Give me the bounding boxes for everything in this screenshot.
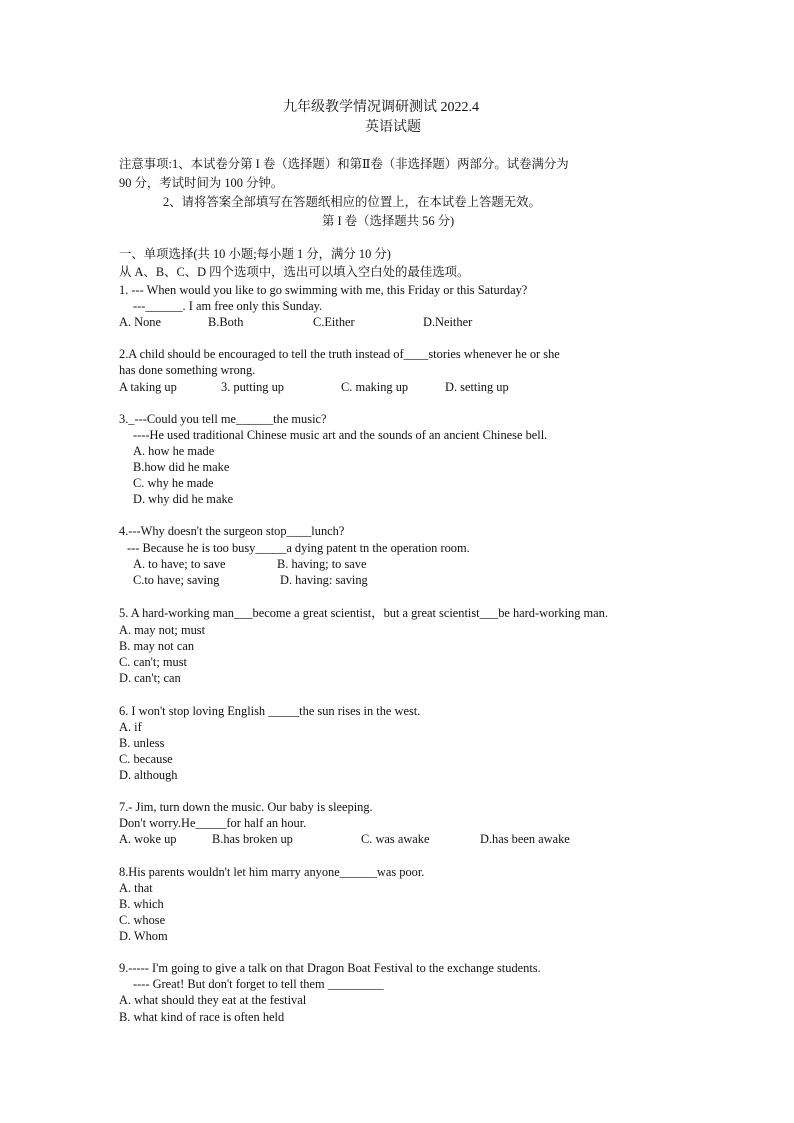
exam-subject: 英语试题	[365, 120, 421, 135]
question-4-stem: 4.---Why doesn't the surgeon stop____lunch?	[119, 524, 345, 538]
question-3-option-a[interactable]: A. how he made	[133, 444, 215, 458]
question-8-option-c[interactable]: C. whose	[119, 913, 166, 927]
option-b[interactable]: B.Both	[208, 315, 244, 329]
question-7-stem: 7.- Jim, turn down the music. Our baby is sleeping.	[119, 800, 373, 814]
question-6-option-b[interactable]: B. unless	[119, 736, 165, 750]
question-6-option-d[interactable]: D. although	[119, 768, 178, 782]
question-1-stem: 1. --- When would you like to go swimming with me, this Friday or this Saturday?	[119, 283, 528, 297]
question-9-option-a[interactable]: A. what should they eat at the festival	[119, 993, 307, 1007]
option-a[interactable]: A. None	[119, 315, 161, 329]
question-7-stem-2: Don't worry.He_____for half an hour.	[119, 816, 307, 830]
option-d[interactable]: D.Neither	[423, 315, 473, 329]
question-5-stem: 5. A hard-working man___become a great scientist，but a great scientist___be hard-working man.	[119, 606, 608, 620]
question-9-option-b[interactable]: B. what kind of race is often held	[119, 1010, 285, 1024]
question-8-option-a[interactable]: A. that	[119, 881, 153, 895]
question-3-stem-2: ----He used traditional Chinese music art and the sounds of an ancient Chinese bell.	[133, 428, 548, 442]
option-c[interactable]: C. was awake	[361, 832, 430, 846]
notes-line-2: 90 分，考试时间为 100 分钟。	[119, 176, 284, 190]
question-5-option-b[interactable]: B. may not can	[119, 639, 195, 653]
question-8-option-d[interactable]: D. Whom	[119, 929, 168, 943]
question-2-stem-2: has done something wrong.	[119, 363, 256, 377]
notes-line-1: 注意事项:1、本试卷分第 I 卷（选择题）和第Ⅱ卷（非选择题）两部分。试卷满分为	[119, 157, 569, 171]
question-3-stem: 3._---Could you tell me______the music?	[119, 412, 327, 426]
option-a[interactable]: A. to have; to save	[133, 557, 226, 571]
question-2-stem: 2.A child should be encouraged to tell the truth instead of____stories whenever he or she	[119, 347, 560, 361]
question-6-option-a[interactable]: A. if	[119, 720, 142, 734]
question-3-option-b[interactable]: B.how did he make	[133, 460, 230, 474]
question-6-stem: 6. I won't stop loving English _____the sun rises in the west.	[119, 704, 421, 718]
option-d[interactable]: D. setting up	[445, 380, 509, 394]
question-3-option-d[interactable]: D. why did he make	[133, 492, 234, 506]
exam-title: 九年级教学情况调研测试 2022.4	[283, 100, 479, 115]
question-9-stem-2: ---- Great! But don't forget to tell them _________	[133, 977, 384, 991]
option-c[interactable]: C.Either	[313, 315, 355, 329]
question-5-option-d[interactable]: D. can't; can	[119, 671, 181, 685]
question-3-option-c[interactable]: C. why he made	[133, 476, 214, 490]
option-c[interactable]: C.to have; saving	[133, 573, 220, 587]
option-b[interactable]: B.has broken up	[212, 832, 293, 846]
question-9-stem: 9.----- I'm going to give a talk on that Dragon Boat Festival to the exchange students.	[119, 961, 541, 975]
option-b[interactable]: 3. putting up	[221, 380, 284, 394]
section-title: 一、单项选择(共 10 小题;每小题 1 分，满分 10 分)	[119, 247, 391, 261]
option-d[interactable]: D.has been awake	[480, 832, 570, 846]
option-a[interactable]: A. woke up	[119, 832, 177, 846]
question-5-option-a[interactable]: A. may not; must	[119, 623, 206, 637]
option-a[interactable]: A taking up	[119, 380, 177, 394]
question-8-stem: 8.His parents wouldn't let him marry anyone______was poor.	[119, 865, 425, 879]
option-d[interactable]: D. having: saving	[280, 573, 368, 587]
part-title: 第 I 卷（选择题共 56 分)	[322, 214, 455, 228]
notes-line-3: 2、请将答案全部填写在答题纸相应的位置上，在本试卷上答题无效。	[163, 195, 541, 209]
question-4-stem-2: --- Because he is too busy_____a dying patent tn the operation room.	[127, 541, 470, 555]
question-5-option-c[interactable]: C. can't; must	[119, 655, 187, 669]
option-b[interactable]: B. having; to save	[277, 557, 367, 571]
question-6-option-c[interactable]: C. because	[119, 752, 173, 766]
option-c[interactable]: C. making up	[341, 380, 409, 394]
section-instruction: 从 A、B、C、D 四个选项中，选出可以填入空白处的最佳选项。	[119, 265, 470, 279]
question-8-option-b[interactable]: B. which	[119, 897, 164, 911]
question-1-stem-2: ---______. I am free only this Sunday.	[133, 299, 323, 313]
